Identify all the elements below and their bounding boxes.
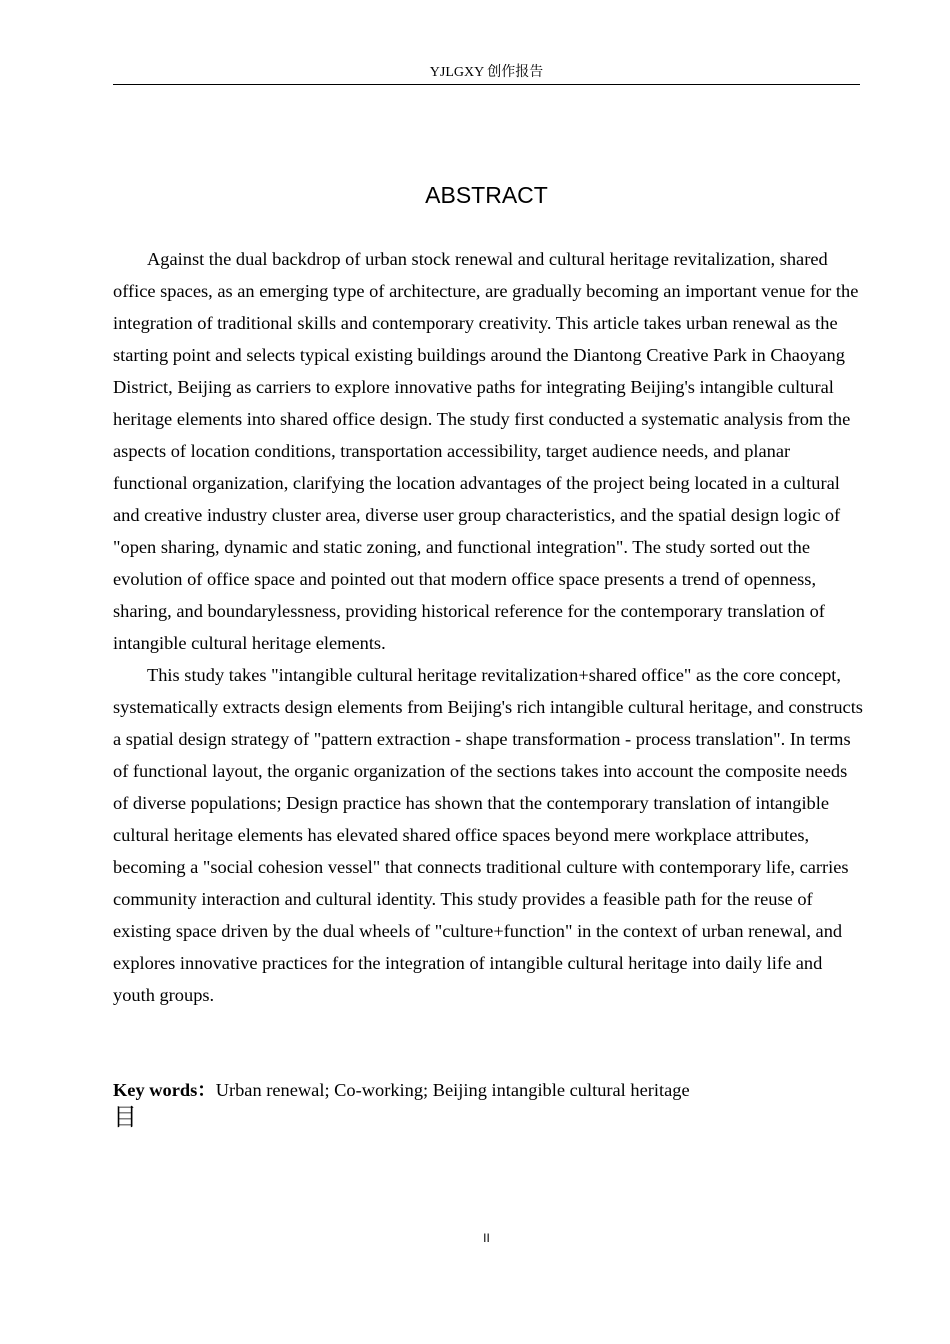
- table-of-contents-heading-fragment: 目: [113, 1103, 137, 1131]
- header-text: YJLGXY 创作报告: [429, 65, 544, 80]
- abstract-paragraph: This study takes "intangible cultural heritage revitalization+shared office" as the core concept, systematically extracts design elements from Beijing's rich intangible cultural heritage, and constructs a spatial design strategy of "pattern extraction - shape transformation - process translation". In terms of functional layout, the organic organization of the sections takes into account the composite needs of diverse populations; Design practice has shown that the contemporary translation of intangible cultural heritage elements has elevated shared office spaces beyond mere workplace attributes, becoming a "social cohesion vessel" that connects traditional culture with contemporary life, carries community interaction and cultural identity. This study provides a feasible path for the reuse of existing space driven by the dual wheels of "culture+function" in the context of urban renewal, and explores innovative practices for the integration of intangible cultural heritage into daily life and youth groups.: [113, 665, 863, 1005]
- keywords-line: [113, 1074, 860, 1106]
- abstract-title: ABSTRACT: [425, 182, 548, 208]
- keywords-value: Urban renewal; Co-working; Beijing intangible cultural heritage: [215, 1080, 690, 1100]
- abstract-paragraph: Against the dual backdrop of urban stock renewal and cultural heritage revitalization, shared office spaces, as an emerging type of architecture, are gradually becoming an important venue for the integration of traditional skills and contemporary creativity. This article takes urban renewal as the starting point and selects typical existing buildings around the Diantong Creative Park in Chaoyang District, Beijing as carriers to explore innovative paths for integrating Beijing's intangible cultural heritage elements into shared office design. The study first conducted a systematic analysis from the aspects of location conditions, transportation accessibility, target audience needs, and planar functional organization, clarifying the location advantages of the project being located in a cultural and creative industry cluster area, diverse user group characteristics, and the spatial design logic of "open sharing, dynamic and static zoning, and functional integration". The study sorted out the evolution of office space and pointed out that modern office space presents a trend of openness, sharing, and boundarylessness, providing historical reference for the contemporary translation of intangible cultural heritage elements.: [113, 249, 859, 653]
- page-header: [113, 64, 860, 85]
- abstract-body: [113, 243, 863, 1011]
- page-number: II: [483, 1231, 490, 1245]
- keywords-label: Key words：: [113, 1080, 216, 1100]
